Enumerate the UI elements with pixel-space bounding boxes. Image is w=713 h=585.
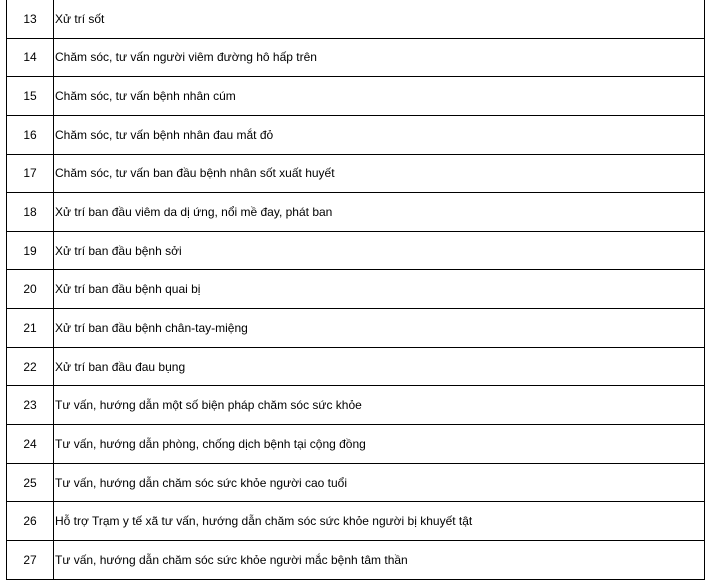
row-number: 23 [7,386,54,425]
row-content: Xử trí sốt [54,0,705,38]
row-number: 15 [7,77,54,116]
row-number: 22 [7,347,54,386]
row-content: Tư vấn, hướng dẫn chăm sóc sức khỏe người mắc bệnh tâm thần [54,540,705,579]
row-content: Tư vấn, hướng dẫn phòng, chống dịch bệnh tại cộng đồng [54,425,705,464]
row-content: Xử trí ban đầu bệnh chân-tay-miệng [54,309,705,348]
row-number: 16 [7,115,54,154]
row-content: Tư vấn, hướng dẫn chăm sóc sức khỏe người cao tuổi [54,463,705,502]
table-row [7,425,705,464]
task-table [6,0,705,580]
row-number: 14 [7,38,54,77]
table-row [7,231,705,270]
row-number: 19 [7,231,54,270]
row-content: Tư vấn, hướng dẫn một số biện pháp chăm sóc sức khỏe [54,386,705,425]
table-row [7,270,705,309]
table-row [7,347,705,386]
table-row [7,309,705,348]
row-content: Xử trí ban đầu bệnh sởi [54,231,705,270]
table-row [7,154,705,193]
row-number: 27 [7,540,54,579]
row-number: 20 [7,270,54,309]
task-table-container [6,0,705,585]
row-content: Chăm sóc, tư vấn bệnh nhân cúm [54,77,705,116]
table-row [7,463,705,502]
row-number: 21 [7,309,54,348]
row-content: Chăm sóc, tư vấn bệnh nhân đau mắt đỏ [54,115,705,154]
table-row [7,38,705,77]
row-content: Xử trí ban đầu viêm da dị ứng, nổi mề đay, phát ban [54,193,705,232]
table-row [7,0,705,38]
row-number: 25 [7,463,54,502]
row-content: Chăm sóc, tư vấn ban đầu bệnh nhân sốt xuất huyết [54,154,705,193]
row-content: Hỗ trợ Trạm y tế xã tư vấn, hướng dẫn chăm sóc sức khỏe người bị khuyết tật [54,502,705,541]
table-row [7,502,705,541]
table-body [7,0,705,579]
row-content: Xử trí ban đầu đau bụng [54,347,705,386]
table-row [7,193,705,232]
row-number: 17 [7,154,54,193]
row-content: Chăm sóc, tư vấn người viêm đường hô hấp trên [54,38,705,77]
row-number: 26 [7,502,54,541]
row-content: Xử trí ban đầu bệnh quai bị [54,270,705,309]
row-number: 13 [7,0,54,38]
row-number: 18 [7,193,54,232]
table-row [7,115,705,154]
row-number: 24 [7,425,54,464]
table-row [7,386,705,425]
table-row [7,540,705,579]
table-row [7,77,705,116]
